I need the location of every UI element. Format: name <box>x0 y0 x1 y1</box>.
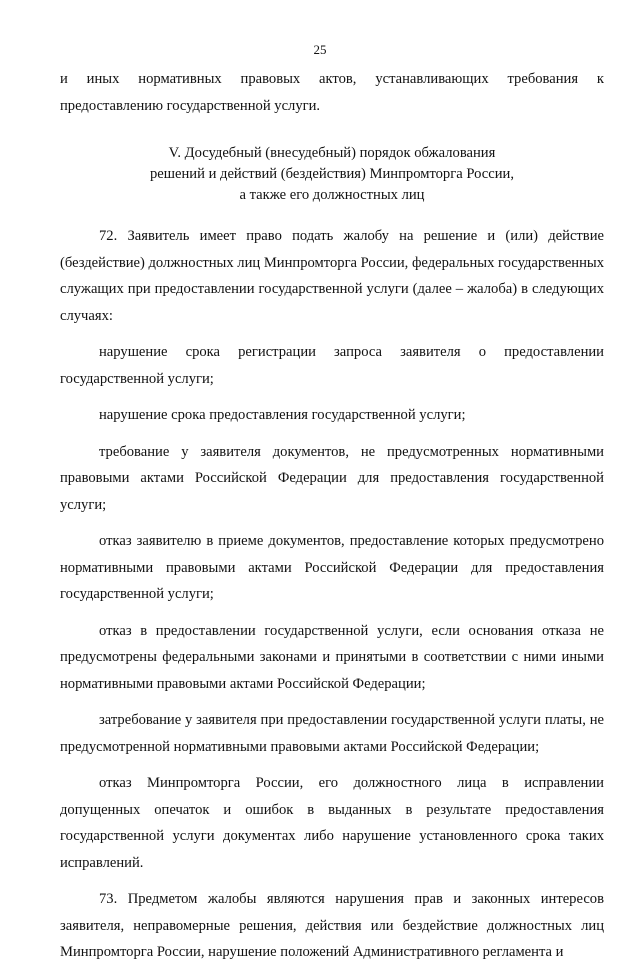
section-heading-line-3: а также его должностных лиц <box>239 187 425 203</box>
list-item-service-refusal: отказ в предоставлении государственной услуги, если основания отказа не предусмотрены федеральными законами и принятыми в соответствии с ними иными нормативными правовыми актами Российской Федерации; <box>60 622 604 692</box>
page-content <box>60 66 604 966</box>
section-heading-line-1: V. Досудебный (внесудебный) порядок обжалования <box>168 145 496 161</box>
continuation-paragraph: и иных нормативных правовых актов, устанавливающих требования к предоставлению государственной услуги. <box>60 71 604 114</box>
list-item-registration-delay: нарушение срока регистрации запроса заявителя о предоставлении государственной услуги; <box>60 344 604 387</box>
paragraph-73: 73. Предметом жалобы являются нарушения прав и законных интересов заявителя, неправомерные решения, действия или бездействие должностных лиц Минпромторга России, нарушение положений Административного регламента и <box>60 891 604 960</box>
section-heading-line-2: решений и действий (бездействия) Минпромторга России, <box>150 166 514 182</box>
list-item-service-delay: нарушение срока предоставления государственной услуги; <box>99 407 466 423</box>
list-item-document-refusal: отказ заявителю в приеме документов, предоставление которых предусмотрено нормативными правовыми актами Российской Федерации для предоставления государственной услуги; <box>60 533 604 602</box>
list-item-unrequired-documents: требование у заявителя документов, не предусмотренных нормативными правовыми актами Российской Федерации для предоставления государственной услуги; <box>60 443 604 513</box>
list-item-unlawful-fee: затребование у заявителя при предоставлении государственной услуги платы, не предусмотренной нормативными правовыми актами Российской Федерации; <box>60 712 604 755</box>
list-item-correction-refusal: отказ Минпромторга России, его должностного лица в исправлении допущенных опечаток и ошибок в выданных в результате предоставления государственной услуги документах либо нарушение установленного срока таких исправлений. <box>60 775 604 871</box>
paragraph-72: 72. Заявитель имеет право подать жалобу на решение и (или) действие (бездействие) должностных лиц Минпромторга России, федеральных государственных служащих при предоставлении государственной услуги (далее – жалоба) в следующих случаях: <box>60 228 605 324</box>
page-number: 25 <box>313 42 327 57</box>
section-heading <box>60 143 604 206</box>
